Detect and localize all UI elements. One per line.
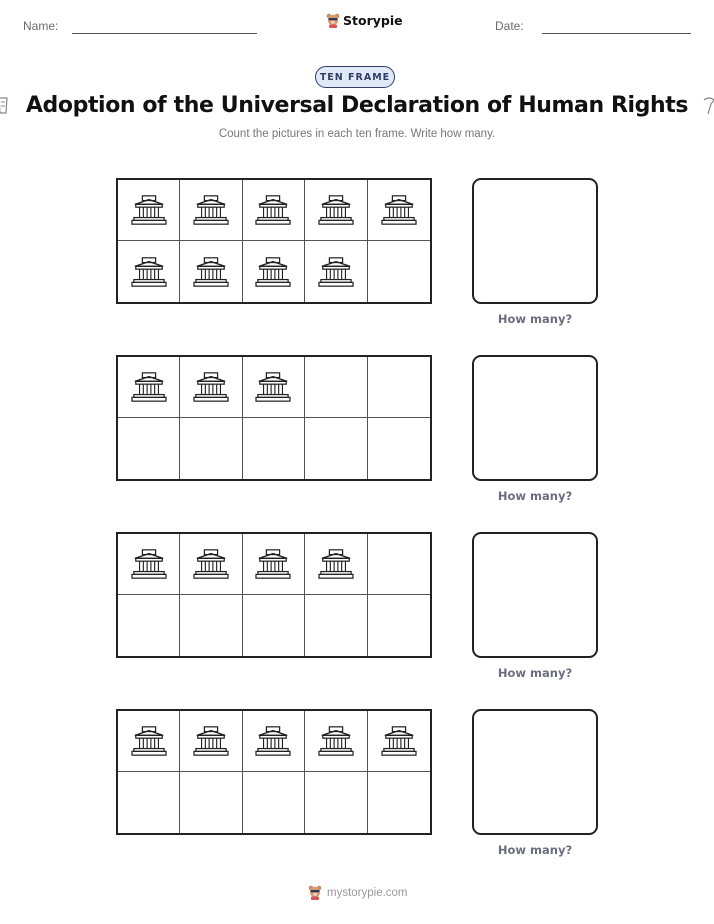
ten-frame-cell (118, 711, 180, 772)
ten-frame-cell (118, 534, 180, 595)
ten-frame-cell (243, 241, 305, 302)
ten-frame-cell (180, 534, 242, 595)
footer-url: mystorypie.com (327, 886, 408, 899)
ten-frame-3 (116, 532, 432, 658)
how-many-label-2: How many? (497, 489, 573, 503)
name-label: Name: (23, 19, 59, 33)
date-line[interactable] (542, 33, 691, 34)
brand-logo (326, 13, 403, 28)
government-building-icon (130, 193, 168, 227)
instructions: Count the pictures in each ten frame. Write how many. (218, 128, 496, 140)
ten-frame-cell (368, 711, 430, 772)
answer-box-3[interactable] (472, 532, 598, 658)
name-line[interactable] (72, 33, 257, 34)
government-building-icon (380, 193, 418, 227)
bear-mascot-icon (326, 13, 340, 28)
ten-frame-cell (368, 595, 430, 656)
answer-box-4[interactable] (472, 709, 598, 835)
ten-frame-cell (243, 772, 305, 833)
government-building-icon (130, 547, 168, 581)
ten-frame-cell (243, 357, 305, 418)
ten-frame-cell (305, 418, 367, 479)
ten-frame-cell (180, 357, 242, 418)
government-building-icon (254, 724, 292, 758)
bear-mascot-icon (308, 885, 322, 900)
ten-frame-cell (180, 772, 242, 833)
government-building-icon (317, 724, 355, 758)
date-label: Date: (495, 19, 524, 33)
answer-box-1[interactable] (472, 178, 598, 304)
how-many-label-1: How many? (497, 312, 573, 326)
ten-frame-cell (180, 418, 242, 479)
how-many-label-3: How many? (497, 666, 573, 680)
government-building-icon (192, 370, 230, 404)
ten-frame-cell (118, 772, 180, 833)
how-many-label-4: How many? (497, 843, 573, 857)
government-building-icon (130, 370, 168, 404)
worksheet-title: Adoption of the Universal Declaration of Human Rights (25, 93, 689, 118)
ten-frame-cell (305, 180, 367, 241)
brand-name: Storypie (343, 13, 403, 28)
ten-frame-cell (368, 772, 430, 833)
ten-frame-cell (305, 241, 367, 302)
ten-frame-cell (305, 357, 367, 418)
ten-frame-2 (116, 355, 432, 481)
government-building-icon (192, 255, 230, 289)
ten-frame-cell (243, 534, 305, 595)
ten-frame-cell (180, 241, 242, 302)
government-building-icon (254, 370, 292, 404)
ten-frame-cell (305, 711, 367, 772)
ten-frame-cell (305, 534, 367, 595)
quill-decoration-icon (702, 96, 714, 116)
ten-frame-cell (368, 534, 430, 595)
worksheet-type-badge: TEN FRAME (315, 66, 395, 88)
ten-frame-cell (243, 595, 305, 656)
ten-frame-cell (118, 418, 180, 479)
ten-frame-cell (368, 180, 430, 241)
government-building-icon (380, 724, 418, 758)
ten-frame-cell (118, 241, 180, 302)
ten-frame-cell (118, 595, 180, 656)
answer-box-2[interactable] (472, 355, 598, 481)
ten-frame-cell (305, 772, 367, 833)
ten-frame-cell (368, 241, 430, 302)
government-building-icon (317, 547, 355, 581)
government-building-icon (254, 193, 292, 227)
ten-frame-cell (243, 180, 305, 241)
government-building-icon (254, 255, 292, 289)
government-building-icon (317, 255, 355, 289)
government-building-icon (192, 193, 230, 227)
government-building-icon (254, 547, 292, 581)
ten-frame-cell (243, 711, 305, 772)
ten-frame-cell (180, 711, 242, 772)
government-building-icon (192, 724, 230, 758)
government-building-icon (130, 724, 168, 758)
ten-frame-cell (180, 180, 242, 241)
ten-frame-cell (118, 357, 180, 418)
ten-frame-cell (305, 595, 367, 656)
ten-frame-cell (368, 357, 430, 418)
government-building-icon (192, 547, 230, 581)
ten-frame-cell (118, 180, 180, 241)
ten-frame-cell (180, 595, 242, 656)
ten-frame-1 (116, 178, 432, 304)
government-building-icon (130, 255, 168, 289)
ten-frame-4 (116, 709, 432, 835)
government-building-icon (317, 193, 355, 227)
ten-frame-cell (243, 418, 305, 479)
ten-frame-cell (368, 418, 430, 479)
footer (308, 885, 408, 900)
